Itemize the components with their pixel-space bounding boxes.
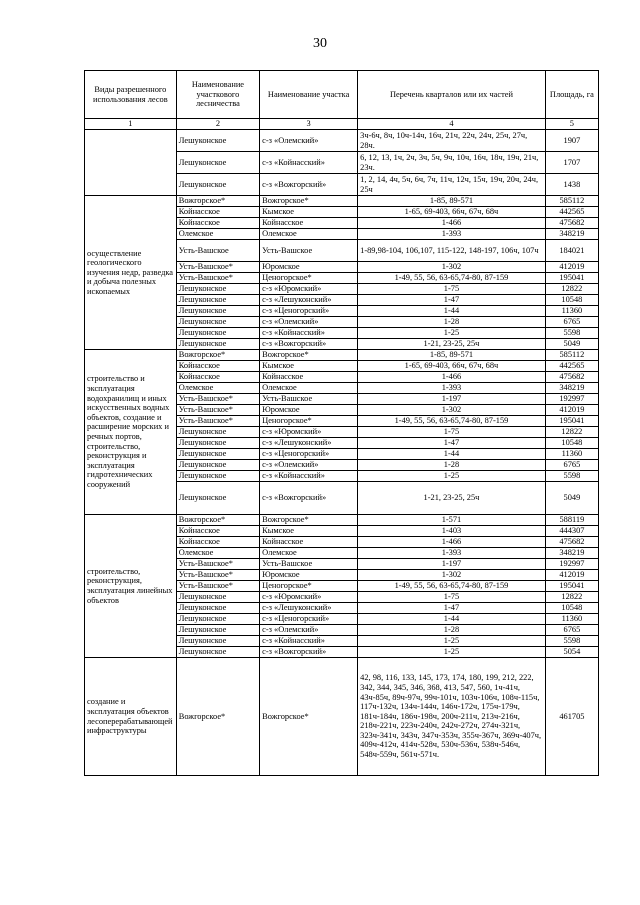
quarters-cell: 1-65, 69-403, 66ч, 67ч, 68ч (358, 207, 546, 218)
quarters-cell: 1-466 (358, 537, 546, 548)
site-cell: Койнасское (260, 372, 358, 383)
quarters-cell: 1-75 (358, 592, 546, 603)
quarters-cell: 1-25 (358, 328, 546, 339)
area-cell: 10548 (545, 603, 598, 614)
site-cell: Юромское (260, 262, 358, 273)
forestry-cell: Койнасское (176, 361, 259, 372)
quarters-cell: 1-44 (358, 306, 546, 317)
quarters-cell: 1-403 (358, 526, 546, 537)
use-type-cell: строительство и эксплуатация водохранилищ и иных искусственных водных объектов, создание и расширение морских и речных портов, строительство, реконструкция и эксплуатация гидротехнических сооружений (85, 350, 177, 515)
quarters-cell: 1-393 (358, 548, 546, 559)
forestry-cell: Лешуконское (176, 427, 259, 438)
site-cell: Вожгорское* (260, 350, 358, 361)
forestry-cell: Усть-Вашское* (176, 405, 259, 416)
site-cell: Усть-Вашское (260, 559, 358, 570)
area-cell: 195041 (545, 416, 598, 427)
area-cell: 5598 (545, 328, 598, 339)
area-cell: 585112 (545, 350, 598, 361)
table-row (85, 130, 599, 152)
area-cell: 1438 (545, 174, 598, 196)
quarters-cell: 1-49, 55, 56, 63-65,74-80, 87-159 (358, 581, 546, 592)
quarters-cell: 1-466 (358, 372, 546, 383)
quarters-cell: 1-28 (358, 317, 546, 328)
forestry-cell: Лешуконское (176, 317, 259, 328)
site-cell: Ценогорское* (260, 273, 358, 284)
forestry-cell: Вожгорское* (176, 350, 259, 361)
area-cell: 475682 (545, 218, 598, 229)
use-type-cell: строительство, реконструкция, эксплуатация линейных объектов (85, 515, 177, 658)
site-cell: с-з «Олемский» (260, 625, 358, 636)
area-cell: 1707 (545, 152, 598, 174)
forestry-cell: Усть-Вашское (176, 240, 259, 262)
area-cell: 5598 (545, 471, 598, 482)
site-cell: Олемское (260, 229, 358, 240)
quarters-cell: 3ч-6ч, 8ч, 10ч-14ч, 16ч, 21ч, 22ч, 24ч, 25ч, 27ч, 28ч. (358, 130, 546, 152)
quarters-cell: 1-75 (358, 284, 546, 295)
quarters-cell: 1-44 (358, 614, 546, 625)
column-number-row (85, 119, 599, 130)
use-type-cell: создание и эксплуатация объектов лесоперерабатывающей инфраструктуры (85, 658, 177, 776)
header-forestry: Наименование участкового лесничества (176, 71, 259, 119)
site-cell: с-з «Койнасский» (260, 152, 358, 174)
table-row (85, 196, 599, 207)
site-cell: с-з «Лешуконский» (260, 603, 358, 614)
site-cell: Вожгорское* (260, 515, 358, 526)
area-cell: 12822 (545, 427, 598, 438)
quarters-cell: 1-75 (358, 427, 546, 438)
forestry-cell: Лешуконское (176, 636, 259, 647)
quarters-cell: 1-65, 69-403, 66ч, 67ч, 68ч (358, 361, 546, 372)
site-cell: с-з «Юромский» (260, 284, 358, 295)
quarters-cell: 6, 12, 13, 1ч, 2ч, 3ч, 5ч, 9ч, 10ч, 16ч, 18ч, 19ч, 21ч, 23ч. (358, 152, 546, 174)
area-cell: 6765 (545, 625, 598, 636)
site-cell: Ценогорское* (260, 581, 358, 592)
forestry-cell: Усть-Вашское* (176, 570, 259, 581)
site-cell: Юромское (260, 405, 358, 416)
table-row (85, 515, 599, 526)
forestry-cell: Лешуконское (176, 284, 259, 295)
forestry-cell: Лешуконское (176, 328, 259, 339)
area-cell: 184021 (545, 240, 598, 262)
area-cell: 348219 (545, 548, 598, 559)
area-cell: 11360 (545, 449, 598, 460)
quarters-cell: 1-197 (358, 559, 546, 570)
quarters-cell: 1-571 (358, 515, 546, 526)
forestry-cell: Лешуконское (176, 471, 259, 482)
column-number: 5 (545, 119, 598, 130)
quarters-cell: 1-25 (358, 636, 546, 647)
area-cell: 5598 (545, 636, 598, 647)
site-cell: с-з «Олемский» (260, 460, 358, 471)
area-cell: 475682 (545, 537, 598, 548)
area-cell: 444307 (545, 526, 598, 537)
forestry-cell: Вожгорское* (176, 196, 259, 207)
forestry-cell: Лешуконское (176, 295, 259, 306)
site-cell: Койнасское (260, 537, 358, 548)
site-cell: с-з «Лешуконский» (260, 438, 358, 449)
site-cell: Койнасское (260, 218, 358, 229)
quarters-cell: 1-28 (358, 460, 546, 471)
forestry-cell: Усть-Вашское* (176, 394, 259, 405)
forestry-cell: Лешуконское (176, 152, 259, 174)
site-cell: с-з «Вожгорский» (260, 482, 358, 515)
area-cell: 1907 (545, 130, 598, 152)
quarters-cell: 1-21, 23-25, 25ч (358, 482, 546, 515)
forestry-cell: Койнасское (176, 207, 259, 218)
forestry-cell: Усть-Вашское* (176, 559, 259, 570)
forestry-cell: Олемское (176, 548, 259, 559)
forestry-cell: Усть-Вашское* (176, 262, 259, 273)
forestry-cell: Койнасское (176, 537, 259, 548)
site-cell: Олемское (260, 383, 358, 394)
area-cell: 12822 (545, 284, 598, 295)
forestry-cell: Койнасское (176, 526, 259, 537)
column-number: 4 (358, 119, 546, 130)
site-cell: с-з «Ценогорский» (260, 306, 358, 317)
site-cell: с-з «Лешуконский» (260, 295, 358, 306)
site-cell: Вожгорское* (260, 196, 358, 207)
site-cell: Кымское (260, 526, 358, 537)
forestry-cell: Лешуконское (176, 647, 259, 658)
area-cell: 195041 (545, 581, 598, 592)
quarters-cell: 1-47 (358, 438, 546, 449)
forestry-cell: Койнасское (176, 218, 259, 229)
header-use: Виды разрешенного использования лесов (85, 71, 177, 119)
forestry-cell: Лешуконское (176, 306, 259, 317)
quarters-cell: 1-393 (358, 383, 546, 394)
use-type-cell: осуществление геологического изучения недр, разведка и добыча полезных ископаемых (85, 196, 177, 350)
area-cell: 6765 (545, 317, 598, 328)
forestry-cell: Лешуконское (176, 603, 259, 614)
forestry-cell: Лешуконское (176, 174, 259, 196)
quarters-cell: 1-393 (358, 229, 546, 240)
forestry-cell: Вожгорское* (176, 515, 259, 526)
quarters-cell: 1-44 (358, 449, 546, 460)
site-cell: с-з «Койнасский» (260, 636, 358, 647)
forestry-cell: Лешуконское (176, 625, 259, 636)
site-cell: Кымское (260, 207, 358, 218)
site-cell: с-з «Вожгорский» (260, 174, 358, 196)
site-cell: Вожгорское* (260, 658, 358, 776)
table-body (85, 130, 599, 776)
header-site: Наименование участка (260, 71, 358, 119)
site-cell: с-з «Олемский» (260, 130, 358, 152)
area-cell: 10548 (545, 295, 598, 306)
area-cell: 10548 (545, 438, 598, 449)
header-row (85, 71, 599, 119)
quarters-cell: 1-197 (358, 394, 546, 405)
quarters-cell: 1-21, 23-25, 25ч (358, 339, 546, 350)
site-cell: с-з «Ценогорский» (260, 449, 358, 460)
site-cell: Олемское (260, 548, 358, 559)
area-cell: 442565 (545, 207, 598, 218)
area-cell: 412019 (545, 570, 598, 581)
area-cell: 348219 (545, 383, 598, 394)
quarters-cell: 1-47 (358, 603, 546, 614)
forestry-cell: Койнасское (176, 372, 259, 383)
quarters-cell: 1-302 (358, 405, 546, 416)
quarters-cell: 1-302 (358, 570, 546, 581)
header-area: Площадь, га (545, 71, 598, 119)
table-row (85, 658, 599, 776)
area-cell: 6765 (545, 460, 598, 471)
quarters-cell: 1, 2, 14, 4ч, 5ч, 6ч, 7ч, 11ч, 12ч, 15ч, 19ч, 20ч, 24ч, 25ч (358, 174, 546, 196)
site-cell: с-з «Койнасский» (260, 471, 358, 482)
site-cell: с-з «Юромский» (260, 592, 358, 603)
quarters-cell: 1-85, 89-571 (358, 350, 546, 361)
area-cell: 475682 (545, 372, 598, 383)
forestry-cell: Лешуконское (176, 614, 259, 625)
site-cell: Кымское (260, 361, 358, 372)
forestry-cell: Лешуконское (176, 460, 259, 471)
forestry-cell: Лешуконское (176, 592, 259, 603)
forestry-cell: Лешуконское (176, 339, 259, 350)
forestry-cell: Лешуконское (176, 130, 259, 152)
quarters-cell: 1-49, 55, 56, 63-65,74-80, 87-159 (358, 273, 546, 284)
site-cell: Ценогорское* (260, 416, 358, 427)
land-use-table (84, 70, 599, 776)
area-cell: 585112 (545, 196, 598, 207)
area-cell: 348219 (545, 229, 598, 240)
forestry-cell: Лешуконское (176, 449, 259, 460)
header-quarters: Перечень кварталов или их частей (358, 71, 546, 119)
area-cell: 195041 (545, 273, 598, 284)
quarters-cell: 1-25 (358, 471, 546, 482)
page-number: 30 (313, 36, 327, 51)
area-cell: 192997 (545, 559, 598, 570)
quarters-cell: 1-466 (358, 218, 546, 229)
site-cell: Усть-Вашское (260, 240, 358, 262)
forestry-cell: Олемское (176, 383, 259, 394)
site-cell: с-з «Вожгорский» (260, 647, 358, 658)
area-cell: 412019 (545, 262, 598, 273)
quarters-cell: 1-47 (358, 295, 546, 306)
area-cell: 12822 (545, 592, 598, 603)
column-number: 3 (260, 119, 358, 130)
quarters-cell: 1-302 (358, 262, 546, 273)
quarters-cell: 1-28 (358, 625, 546, 636)
area-cell: 192997 (545, 394, 598, 405)
site-cell: с-з «Койнасский» (260, 328, 358, 339)
forestry-cell: Лешуконское (176, 482, 259, 515)
site-cell: Усть-Вашское (260, 394, 358, 405)
site-cell: с-з «Юромский» (260, 427, 358, 438)
area-cell: 5049 (545, 339, 598, 350)
forestry-cell: Усть-Вашское* (176, 416, 259, 427)
site-cell: с-з «Ценогорский» (260, 614, 358, 625)
area-cell: 588119 (545, 515, 598, 526)
forestry-cell: Лешуконское (176, 438, 259, 449)
quarters-cell: 42, 98, 116, 133, 145, 173, 174, 180, 199, 212, 222, 342, 344, 345, 346, 368, 413, 547, 560, 1ч-41ч, 43ч-85ч, 89ч-97ч, 99ч-101ч, 103ч-106ч, 108ч-115ч, 117ч-132ч, 134ч-144ч, 146ч-172ч, 175ч-179ч, 181ч-184ч, 186ч-198ч, 200ч-211ч, 213ч-216ч, 218ч-221ч, 223ч-240ч, 242ч-272ч, 274ч-321ч, 323ч-341ч, 343ч, 347ч-353ч, 355ч-367ч, 369ч-407ч, 409ч-412ч, 414ч-528ч, 530ч-536ч, 538ч-546ч, 548ч-559ч, 561ч-571ч. (358, 658, 546, 776)
use-type-cell (85, 130, 177, 196)
quarters-cell: 1-49, 55, 56, 63-65,74-80, 87-159 (358, 416, 546, 427)
quarters-cell: 1-85, 89-571 (358, 196, 546, 207)
table-row (85, 350, 599, 361)
site-cell: с-з «Вожгорский» (260, 339, 358, 350)
area-cell: 442565 (545, 361, 598, 372)
forestry-cell: Усть-Вашское* (176, 581, 259, 592)
site-cell: с-з «Олемский» (260, 317, 358, 328)
area-cell: 5054 (545, 647, 598, 658)
quarters-cell: 1-89,98-104, 106,107, 115-122, 148-197, 106ч, 107ч (358, 240, 546, 262)
area-cell: 11360 (545, 306, 598, 317)
column-number: 1 (85, 119, 177, 130)
quarters-cell: 1-25 (358, 647, 546, 658)
column-number: 2 (176, 119, 259, 130)
area-cell: 11360 (545, 614, 598, 625)
area-cell: 5049 (545, 482, 598, 515)
forestry-cell: Усть-Вашское* (176, 273, 259, 284)
forestry-cell: Вожгорское* (176, 658, 259, 776)
area-cell: 461705 (545, 658, 598, 776)
forestry-cell: Олемское (176, 229, 259, 240)
site-cell: Юромское (260, 570, 358, 581)
area-cell: 412019 (545, 405, 598, 416)
